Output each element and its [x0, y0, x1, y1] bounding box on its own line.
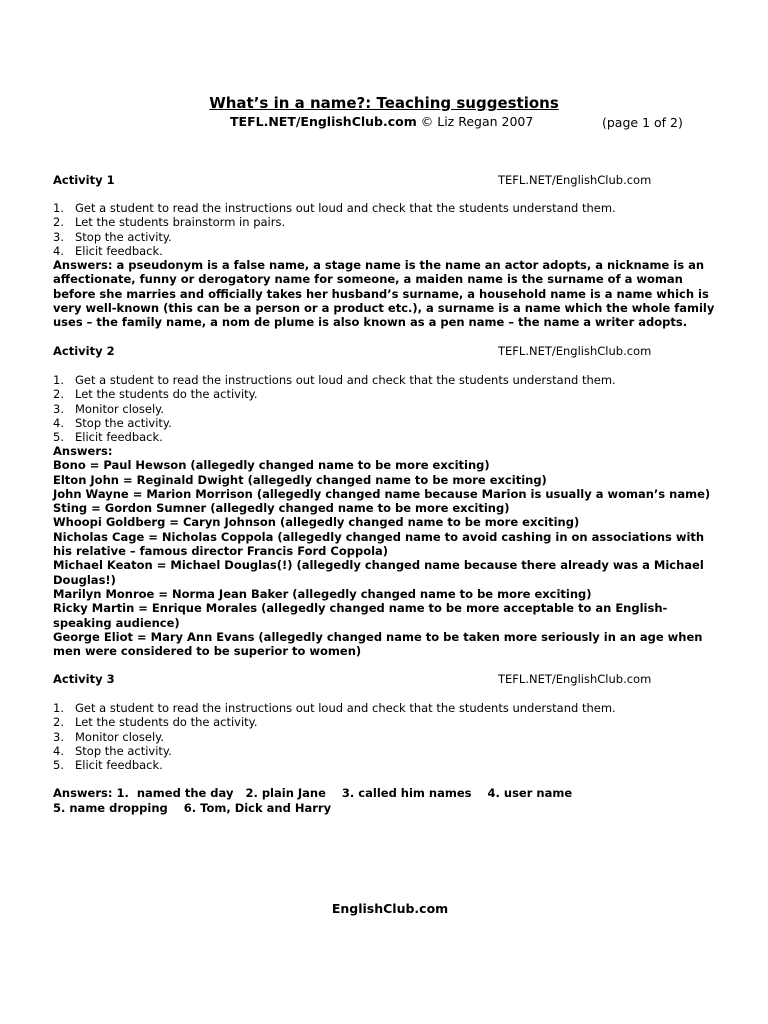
step-number: 5.: [53, 758, 64, 773]
activity-3-steps: [53, 701, 713, 772]
step-number: 1.: [53, 201, 64, 215]
list-item: [53, 244, 713, 258]
activity-2-site: TEFL.NET/EnglishClub.com: [498, 344, 652, 358]
step-number: 3.: [53, 401, 64, 416]
subtitle-site: TEFL.NET/EnglishClub.com: [230, 114, 417, 129]
list-item: [53, 387, 713, 401]
step-text: Monitor closely.: [75, 401, 165, 416]
answer-line: Nicholas Cage = Nicholas Coppola (allegedly changed name to avoid cashing in on associations with his relative – famous director Francis Ford Coppola): [53, 529, 705, 559]
step-text: Let the students do the activity.: [75, 387, 258, 402]
step-text: Let the students brainstorm in pairs.: [75, 215, 286, 230]
step-text: Monitor closely.: [75, 729, 165, 744]
step-number: 4.: [53, 743, 64, 758]
step-number: 4.: [53, 243, 64, 258]
activity-3-site: TEFL.NET/EnglishClub.com: [498, 672, 652, 686]
activity-2-steps: [53, 373, 713, 444]
footer-brand: EnglishClub.com: [331, 901, 449, 916]
step-number: 1.: [53, 701, 64, 715]
answer-line: Whoopi Goldberg = Caryn Johnson (allegedly changed name to be more exciting): [53, 515, 580, 530]
list-item: [53, 215, 713, 229]
answer-line: Ricky Martin = Enrique Morales (allegedly changed name to be more acceptable to an English-speaking audience): [53, 601, 668, 630]
answer-line: George Eliot = Mary Ann Evans (allegedly changed name to be taken more seriously in an age when men were considered to be superior to women): [53, 629, 703, 659]
step-number: 3.: [53, 729, 64, 744]
answer-line: Marilyn Monroe = Norma Jean Baker (allegedly changed name to be more exciting): [53, 586, 592, 601]
subtitle: [230, 114, 533, 129]
step-text: Elicit feedback.: [75, 430, 163, 445]
step-text: Let the students do the activity.: [75, 715, 258, 730]
step-text: Stop the activity.: [75, 415, 172, 430]
activity-3-heading: Activity 3: [53, 672, 115, 686]
step-number: 1.: [53, 373, 64, 387]
answer-line: Michael Keaton = Michael Douglas(!) (allegedly changed name because there already was a Michael Douglas!): [53, 558, 704, 587]
step-text: Stop the activity.: [75, 743, 172, 758]
answer-line: John Wayne = Marion Morrison (allegedly changed name because Marion is usually a woman’s name): [53, 486, 711, 501]
page-indicator: (page 1 of 2): [602, 115, 683, 130]
list-item: [53, 373, 713, 387]
subtitle-credit: © Liz Regan 2007: [416, 114, 534, 129]
answer-line: Elton John = Reginald Dwight (allegedly changed name to be more exciting): [53, 472, 547, 487]
step-number: 2.: [53, 387, 64, 402]
list-item: [53, 402, 713, 416]
activity-3-answers-line-1: Answers: 1. named the day 2. plain Jane 3. called him names 4. user name: [53, 786, 573, 800]
activity-1-heading: Activity 1: [53, 173, 115, 187]
step-text: Elicit feedback.: [75, 758, 163, 773]
list-item: [53, 230, 713, 244]
activity-1-answers: Answers: a pseudonym is a false name, a stage name is the name an actor adopts, a nickname is an affectionate, funny or derogatory name for someone, a maiden name is the surname of a woman before she marries and officially takes her husband’s surname, a household name is a name which is very well-known (this can be a person or a product etc.), a surname is a name which the whole family uses – the family name, a nom de plume is also known as a pen name – the name a writer adopts.: [53, 258, 715, 330]
step-text: Elicit feedback.: [75, 243, 163, 258]
list-item: [53, 416, 713, 430]
list-item: [53, 715, 713, 729]
list-item: [53, 744, 713, 758]
activity-2-heading: Activity 2: [53, 344, 115, 358]
answer-line: Sting = Gordon Sumner (allegedly changed name to be more exciting): [53, 501, 510, 516]
activity-1-steps: [53, 201, 713, 258]
step-text: Get a student to read the instructions out loud and check that the students understand them.: [75, 373, 616, 387]
activity-3-answers-line-2: 5. name dropping 6. Tom, Dick and Harry: [53, 801, 332, 815]
step-text: Stop the activity.: [75, 229, 172, 244]
answer-line: Bono = Paul Hewson (allegedly changed name to be more exciting): [53, 458, 490, 473]
activity-1-site: TEFL.NET/EnglishClub.com: [498, 173, 652, 187]
list-item: [53, 730, 713, 744]
list-item: [53, 201, 713, 215]
step-number: 2.: [53, 215, 64, 230]
list-item: [53, 430, 713, 444]
step-text: Get a student to read the instructions out loud and check that the students understand them.: [75, 701, 616, 715]
step-text: Get a student to read the instructions out loud and check that the students understand them.: [75, 201, 616, 215]
list-item: [53, 701, 713, 715]
step-number: 5.: [53, 430, 64, 445]
step-number: 2.: [53, 715, 64, 730]
activity-2-answers: [53, 444, 715, 658]
page-title: What’s in a name?: Teaching suggestions: [209, 94, 559, 112]
step-number: 3.: [53, 229, 64, 244]
list-item: [53, 758, 713, 772]
answers-label: Answers:: [53, 444, 113, 458]
step-number: 4.: [53, 415, 64, 430]
